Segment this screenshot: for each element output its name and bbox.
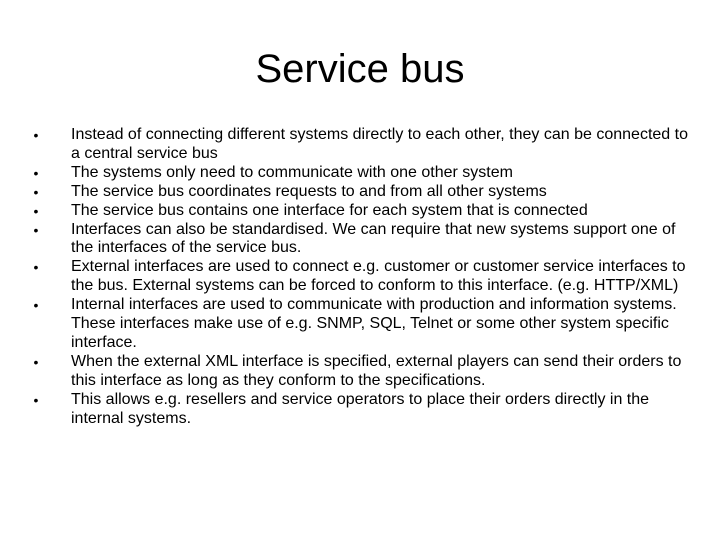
list-item bbox=[30, 391, 690, 429]
list-item bbox=[30, 258, 690, 296]
bullet-icon: • bbox=[33, 353, 39, 370]
bullet-text: Internal interfaces are used to communicate with production and information systems. These interfaces make use of e.g. SNMP, SQL, Telnet or some other system specific interface. bbox=[71, 296, 677, 351]
bullet-text: The service bus coordinates requests to and from all other systems bbox=[71, 182, 547, 200]
bullet-icon: • bbox=[33, 202, 39, 219]
list-item bbox=[30, 126, 690, 164]
bullet-icon: • bbox=[33, 259, 39, 276]
bullet-text: Instead of connecting different systems directly to each other, they can be connected to a central service bus bbox=[71, 126, 688, 162]
bullet-icon: • bbox=[33, 221, 39, 238]
list-item bbox=[30, 296, 690, 353]
list-item bbox=[30, 221, 690, 259]
bullet-text: The service bus contains one interface for each system that is connected bbox=[71, 201, 588, 219]
list-item bbox=[30, 202, 690, 221]
list-item bbox=[30, 183, 690, 202]
slide-title: Service bus bbox=[255, 47, 465, 91]
bullet-icon: • bbox=[33, 164, 39, 181]
bullet-text: This allows e.g. resellers and service operators to place their orders directly in the internal systems. bbox=[71, 390, 650, 427]
list-item bbox=[30, 164, 690, 183]
bullet-icon: • bbox=[33, 297, 39, 314]
bullet-text: The systems only need to communicate with one other system bbox=[71, 163, 513, 181]
list-item bbox=[30, 353, 690, 391]
bullet-text: Interfaces can also be standardised. We can require that new systems support one of the interfaces of the service bus. bbox=[71, 220, 676, 257]
bullet-text: External interfaces are used to connect e.g. customer or customer service interfaces to the bus. External systems can be forced to conform to this interface. (e.g. HTTP/XML) bbox=[71, 258, 686, 295]
bullet-list bbox=[30, 126, 690, 429]
bullet-text: When the external XML interface is specified, external players can send their orders to this interface as long as they conform to the specifications. bbox=[71, 352, 682, 389]
bullet-icon: • bbox=[33, 127, 39, 143]
bullet-icon: • bbox=[33, 183, 39, 200]
bullet-icon: • bbox=[33, 391, 39, 408]
